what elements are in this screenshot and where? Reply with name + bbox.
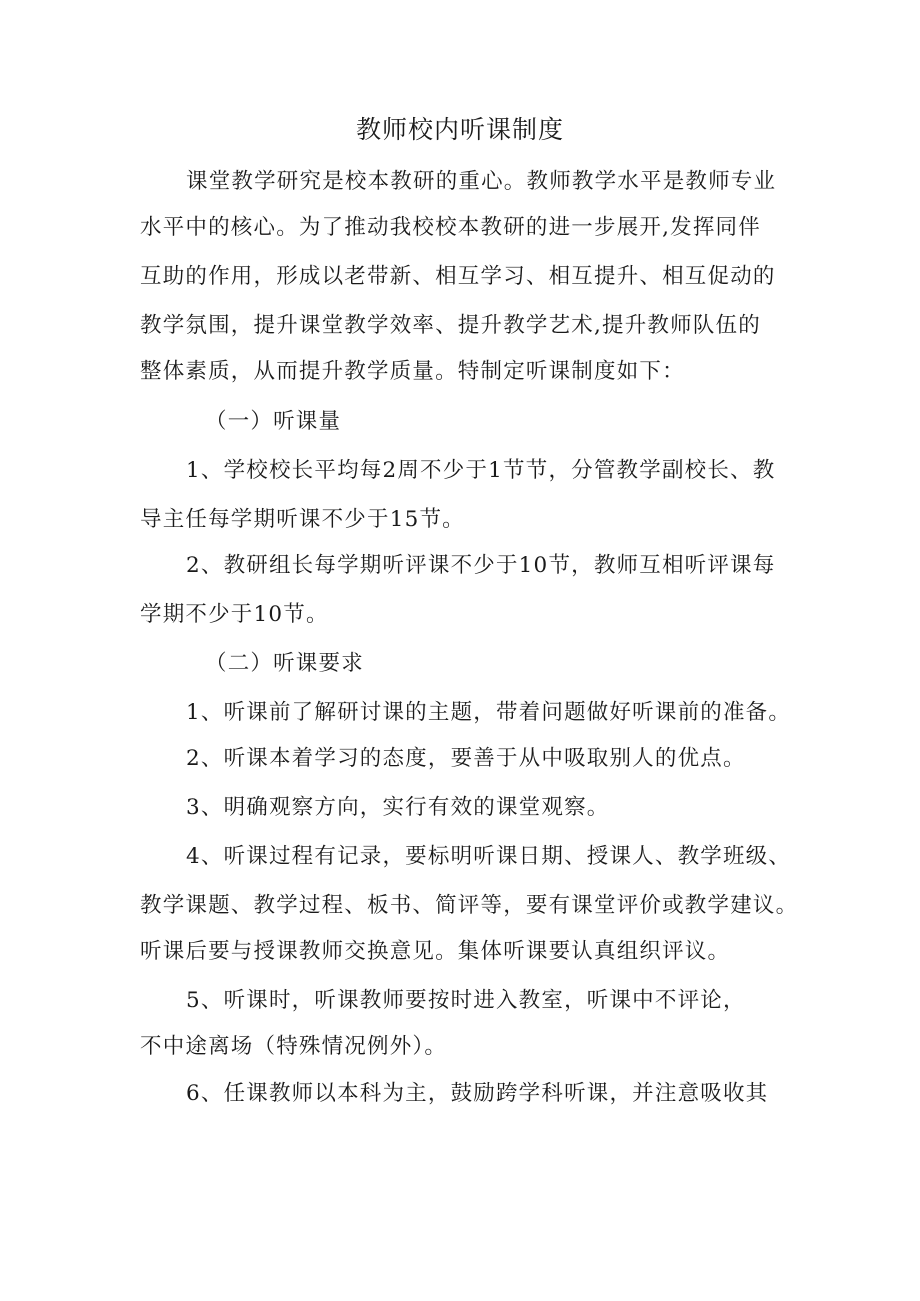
paragraph-line: 听课后要与授课教师交换意见。集体听课要认真组织评议。	[140, 939, 731, 964]
paragraph-line: 教学氛围，提升课堂教学效率、提升教学艺术,提升教师队伍的	[140, 313, 761, 338]
section-heading: （二）听课要求	[205, 651, 364, 676]
paragraph-line: 教学课题、教学过程、板书、简评等，要有课堂评价或教学建议。	[140, 893, 799, 918]
paragraph-line: 互助的作用，形成以老带新、相互学习、相互提升、相互促动的	[140, 264, 776, 289]
paragraph-line: 不中途离场（特殊情况例外）。	[140, 1034, 448, 1059]
paragraph-line: 5、听课时，听课教师要按时进入教室，听课中不评论，	[186, 988, 746, 1013]
section-heading: （一）听课量	[205, 409, 342, 434]
paragraph-line: 1、听课前了解研讨课的主题，带着问题做好听课前的准备。	[186, 700, 792, 725]
paragraph-line: 1、学校校长平均每2周不少于1节节，分管教学副校长、教	[186, 458, 776, 483]
paragraph-line: 整体素质，从而提升教学质量。特制定听课制度如下：	[140, 359, 685, 384]
paragraph-line: 3、明确观察方向，实行有效的课堂观察。	[186, 795, 610, 820]
paragraph-line: 课堂教学研究是校本教研的重心。教师教学水平是教师专业	[186, 169, 777, 194]
paragraph-line: 学期不少于10节。	[140, 602, 329, 627]
document-title: 教师校内听课制度	[355, 115, 564, 144]
paragraph-line: 2、听课本着学习的态度，要善于从中吸取别人的优点。	[186, 746, 746, 771]
paragraph-line: 6、任课教师以本科为主，鼓励跨学科听课，并注意吸收其	[186, 1081, 769, 1106]
paragraph-line: 4、听课过程有记录，要标明听课日期、授课人、教学班级、	[186, 844, 792, 869]
paragraph-line: 2、教研组长每学期听评课不少于10节，教师互相听评课每	[186, 553, 776, 578]
paragraph-line: 水平中的核心。为了推动我校校本教研的进一步展开,发挥同伴	[140, 215, 761, 240]
paragraph-line: 导主任每学期听课不少于15节。	[140, 507, 465, 532]
